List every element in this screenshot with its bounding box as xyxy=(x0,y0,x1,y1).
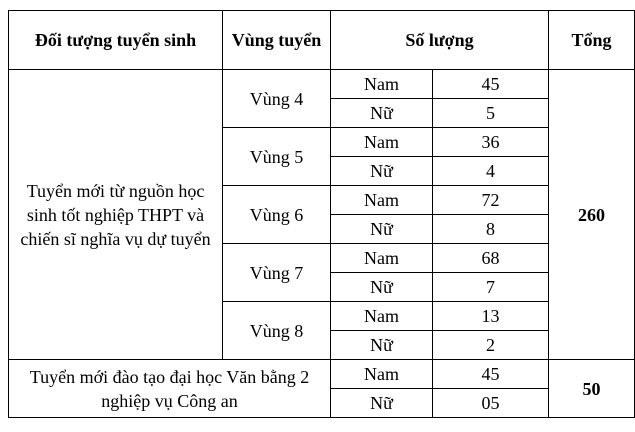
count-cell: 8 xyxy=(433,215,549,244)
header-subject: Đối tượng tuyển sinh xyxy=(9,11,223,70)
count-cell: 45 xyxy=(433,360,549,389)
region-cell: Vùng 7 xyxy=(223,244,331,302)
subject-group2: Tuyển mới đào tạo đại học Văn bằng 2 nghiệp vụ Công an xyxy=(9,360,331,418)
gender-cell: Nam xyxy=(331,360,433,389)
count-cell: 13 xyxy=(433,302,549,331)
count-cell: 45 xyxy=(433,70,549,99)
gender-cell: Nữ xyxy=(331,99,433,128)
header-row xyxy=(9,11,635,70)
region-cell: Vùng 5 xyxy=(223,128,331,186)
admission-table xyxy=(8,10,635,418)
region-cell: Vùng 8 xyxy=(223,302,331,360)
gender-cell: Nam xyxy=(331,186,433,215)
gender-cell: Nam xyxy=(331,302,433,331)
total-group2: 50 xyxy=(549,360,635,418)
count-cell: 36 xyxy=(433,128,549,157)
header-total: Tổng xyxy=(549,11,635,70)
gender-cell: Nữ xyxy=(331,331,433,360)
table-row xyxy=(9,360,635,389)
count-cell: 7 xyxy=(433,273,549,302)
region-cell: Vùng 6 xyxy=(223,186,331,244)
gender-cell: Nữ xyxy=(331,215,433,244)
table-row xyxy=(9,70,635,99)
count-cell: 5 xyxy=(433,99,549,128)
gender-cell: Nữ xyxy=(331,157,433,186)
count-cell: 2 xyxy=(433,331,549,360)
gender-cell: Nam xyxy=(331,70,433,99)
gender-cell: Nữ xyxy=(331,389,433,418)
gender-cell: Nam xyxy=(331,244,433,273)
subject-group1: Tuyển mới từ nguồn học sinh tốt nghiệp THPT và chiến sĩ nghĩa vụ dự tuyển xyxy=(9,70,223,360)
gender-cell: Nữ xyxy=(331,273,433,302)
count-cell: 05 xyxy=(433,389,549,418)
count-cell: 68 xyxy=(433,244,549,273)
admission-table-container xyxy=(8,10,635,418)
count-cell: 72 xyxy=(433,186,549,215)
gender-cell: Nam xyxy=(331,128,433,157)
region-cell: Vùng 4 xyxy=(223,70,331,128)
count-cell: 4 xyxy=(433,157,549,186)
header-quantity: Số lượng xyxy=(331,11,549,70)
header-region: Vùng tuyển xyxy=(223,11,331,70)
total-group1: 260 xyxy=(549,70,635,360)
